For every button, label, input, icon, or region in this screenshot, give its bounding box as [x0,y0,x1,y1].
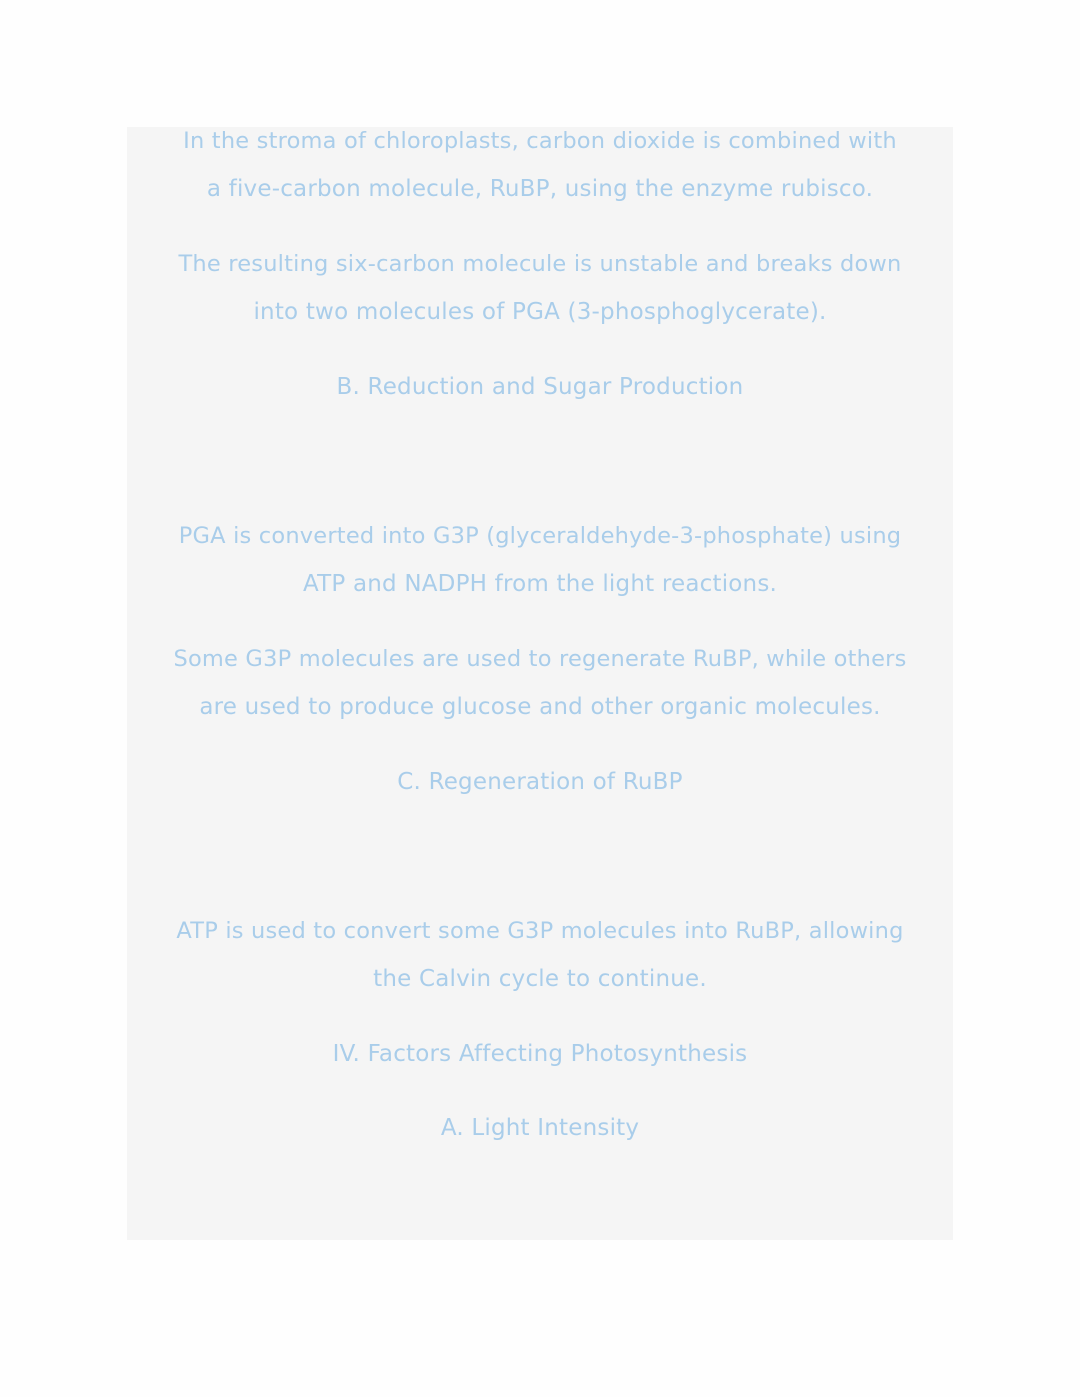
heading-reduction-sugar-production: B. Reduction and Sugar Production [336,374,744,400]
paragraph-g3p-usage-line-2: are used to produce glucose and other organic molecules. [199,694,881,720]
paragraph-calvin-fixation-line-1: In the stroma of chloroplasts, carbon dioxide is combined with [183,128,897,154]
paragraph-six-carbon-line-2: into two molecules of PGA (3-phosphoglycerate). [253,299,827,325]
content-panel [127,127,953,1240]
paragraph-g3p-usage-line-1: Some G3P molecules are used to regenerate RuBP, while others [173,646,907,672]
heading-regeneration-rubp: C. Regeneration of RuBP [397,769,683,795]
paragraph-calvin-fixation-line-2: a five-carbon molecule, RuBP, using the enzyme rubisco. [206,176,874,202]
paragraph-pga-conversion-line-1: PGA is converted into G3P (glyceraldehyde-3-phosphate) using [178,523,902,549]
paragraph-six-carbon-line-1: The resulting six-carbon molecule is unstable and breaks down [178,251,902,277]
paragraph-atp-regeneration-line-2: the Calvin cycle to continue. [373,966,707,992]
heading-factors-affecting-photosynthesis: IV. Factors Affecting Photosynthesis [332,1041,748,1067]
heading-light-intensity: A. Light Intensity [440,1115,640,1141]
paragraph-pga-conversion-line-2: ATP and NADPH from the light reactions. [302,571,778,597]
paragraph-atp-regeneration-line-1: ATP is used to convert some G3P molecules into RuBP, allowing [176,918,904,944]
